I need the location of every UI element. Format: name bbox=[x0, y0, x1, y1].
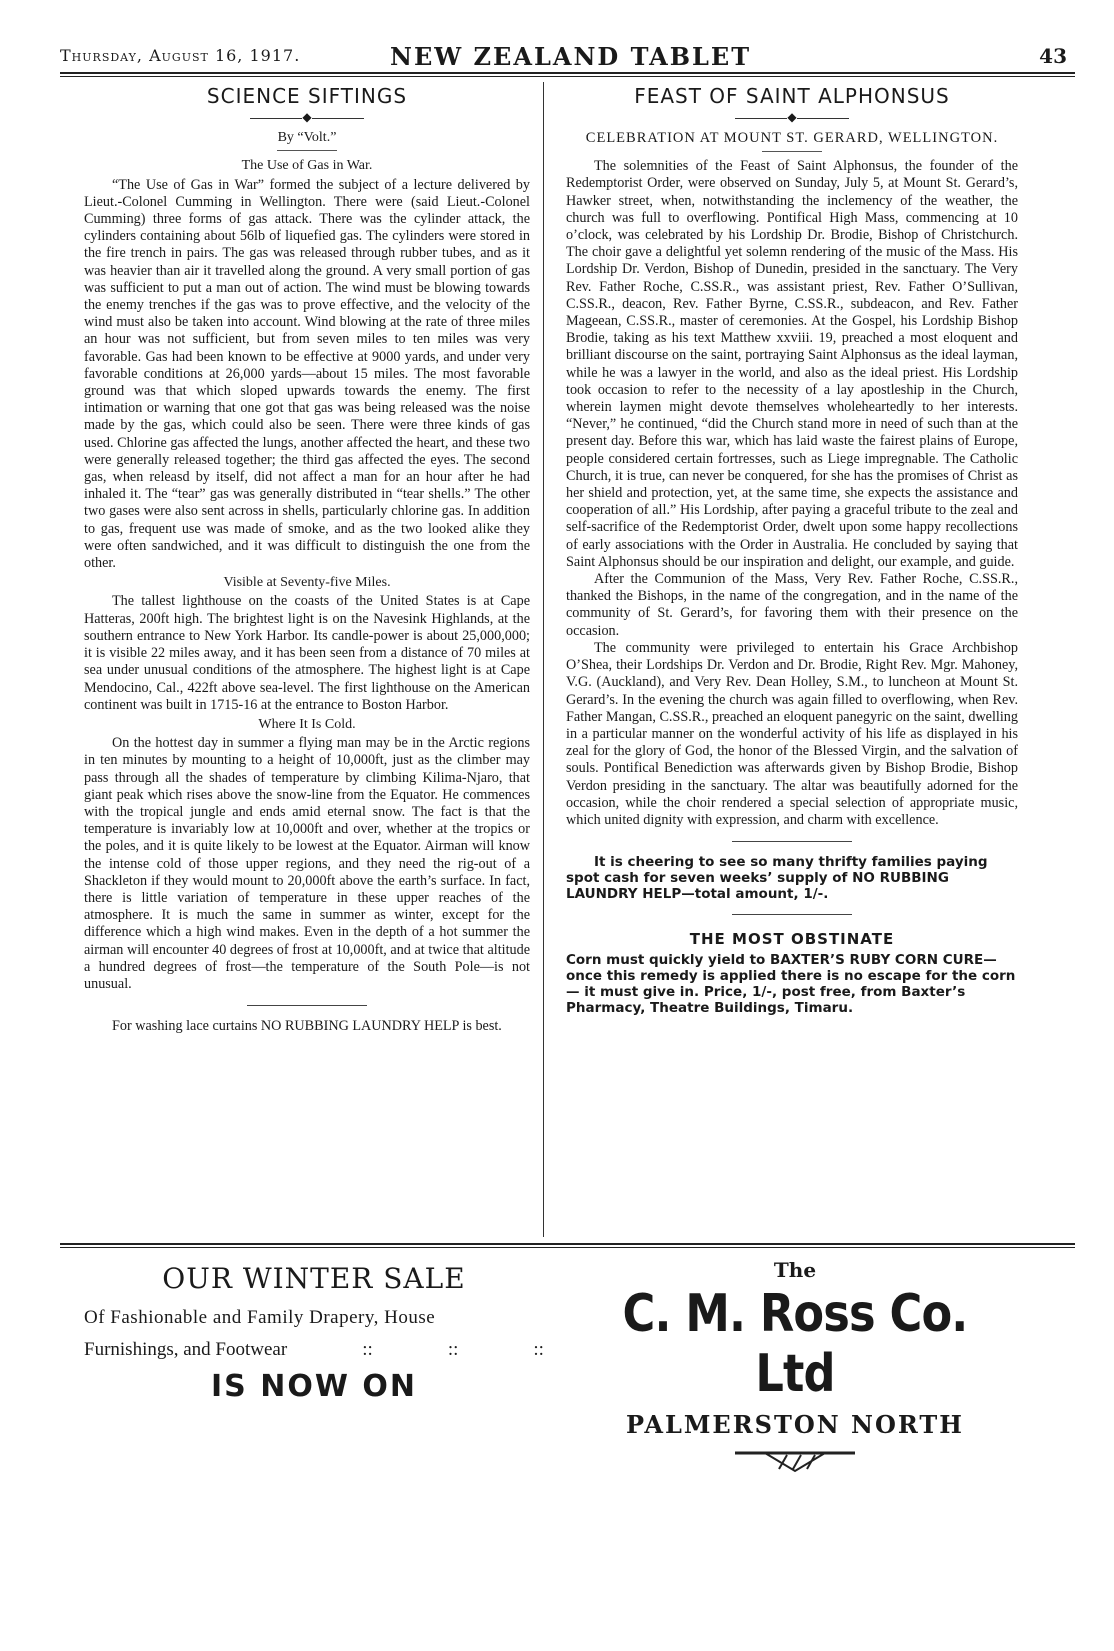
separator: :: bbox=[447, 1339, 459, 1360]
ross-town: PALMERSTON NORTH bbox=[626, 1410, 964, 1439]
paragraph-solemnities: The solemnities of the Feast of Saint Alphonsus, the founder of the Redemptorist Order, were observed on Sunday, July 5, at Mount St. Gerard’s, Hawker street, when, notwithstanding the inclemency of the weather, the church was full to overflowing. Pontifical High Mass, commencing at 10 o’clock, was celebrated by his Lordship Dr. Brodie, Bishop of Christchurch. The choir gave a delightful yet solemn rendering of the music of the Mass. His Lordship Dr. Verdon, Bishop of Dunedin, presided in the sanctuary. The Very Rev. Father Roche, C.SS.R., was assistant priest, Rev. Father O’Sullivan, C.SS.R., deacon, Rev. Father Byrne, C.SS.R., subdeacon, and Rev. Father Mageean, C.SS.R., master of ceremonies. At the Gospel, his Lordship Bishop Brodie, taking as his text Matthew xxviii. 19, preached a most eloquent and brilliant discourse on the saint, portraying Saint Alphonsus as the ideal layman, while he was a lawyer in the world, and also as the ideal priest. His Lordship took occasion to refer to the necessity of a lay apostleship in the Church, wherein laymen might devote themselves wholeheartedly to her interests. “Never,” he continued, “did the Church stand more in need of such than at the present day. Before this war, which has laid waste the fairest plains of Europe, people considered certain fortresses, such as Liege impregnable. The Catholic Church, it is true, can never be conquered, for she has the promises of Christ as her shield and protection, yet, at the same time, she expects the assistance and cooperation of all.” His Lordship, after paying a graceful tribute to the zeal and self-sacrifice of the Redemptorist Order, dwelt upon some happy recollections of early associations with the Order in Australia. He concluded by saying that Saint Alphonsus should be our inspiration and delight, our example, and guide. bbox=[566, 158, 1018, 570]
newspaper-title: NEW ZEALAND TABLET bbox=[390, 42, 752, 71]
paragraph-lighthouse: The tallest lighthouse on the coasts of the United States is at Cape Hatteras, 200ft high. The brightest light is on the Navesink Highlands, at the southern entrance to New York Harbor. Its candle-power is about 25,000,000; it is visible 22 miles away, and it has been seen from a distance of 70 miles at sea under unusual conditions of the atmosphere. The highest light is at Cape Mendocino, Cal., 422ft above sea-level. The first lighthouse on the American continent was built in 1715-16 at the entrance to Boston Harbor. bbox=[84, 593, 530, 713]
laundry-ad-left: For washing lace curtains NO RUBBING LAUNDRY HELP is best. bbox=[112, 1018, 502, 1035]
winter-sale-ad bbox=[84, 1258, 544, 1404]
bottom-rule bbox=[60, 1243, 1075, 1248]
corn-cure-ad: Corn must quickly yield to BAXTER’S RUBY CORN CURE—once this remedy is applied there is no escape for the corn— it must give in. Price, 1/-, post free, from Baxter’s Pharmacy, Theatre Buildings, Timaru. bbox=[566, 952, 1016, 1017]
corn-cure-headline: THE MOST OBSTINATE bbox=[689, 930, 895, 949]
winter-sale-line1: Of Fashionable and Family Drapery, House bbox=[84, 1307, 436, 1328]
left-column bbox=[84, 84, 530, 1035]
winter-sale-line2 bbox=[84, 1339, 544, 1361]
ornament-divider: ◆ bbox=[84, 111, 530, 123]
paragraph-communion: After the Communion of the Mass, Very Rev. Father Roche, C.SS.R., thanked the Bishops, in the name of the congregation, and in the name of the community of St. Gerard’s, for favoring them with their presence on the occasion. bbox=[566, 571, 1018, 639]
byline: By “Volt.” bbox=[277, 130, 337, 146]
paragraph-cold: On the hottest day in summer a flying man may be in the Arctic regions in ten minutes by mounting to a height of 10,000ft, just as the climber may pass through all the shades of temperature by climbing Kilima-Njaro, that giant peak which rises above the snow-line from the Equator. He commences with the tropical jungle and ends amid eternal snow. The fact is that the temperature is invariably low at 10,000ft and over, whether at the tropics or the poles, and it is quite likely to be lowest at the Equator. Airman will know the intense cold of those upper regions, and they need the rig-out of a Shackleton if they would mount to 20,000ft above the earth’s surface. In fact, there is little variation of temperature in these upper reaches of the atmosphere. It is much the same in summer as winter, except for the difference which a high wind makes. Even in the depth of a hot summer the airman will encounter 40 degrees of frost at 10,000ft, and at twice that altitude a hundred degrees of frost—the temperature of the South Pole—is not unusual. bbox=[84, 735, 530, 992]
ross-co-ad bbox=[560, 1258, 1030, 1480]
separator: :: bbox=[362, 1339, 373, 1360]
short-rule bbox=[762, 151, 822, 152]
celebration-subhead: CELEBRATION AT MOUNT ST. GERARD, WELLINGTON. bbox=[585, 130, 999, 147]
ross-company-name: C. M. Ross Co. Ltd bbox=[622, 1284, 968, 1404]
ornament-divider: ◆ bbox=[566, 111, 1018, 123]
paragraph-gas-in-war: “The Use of Gas in War” formed the subject of a lecture delivered by Lieut.-Colonel Cumming in Wellington. There were (said Lieut.-Colonel Cumming) three forms of gas attack. There was the cylinder attack, the cylinders containing about 56lb of liquefied gas. The cylinders were stored in the fire trench in pairs. The gas was released through rubber tubes, and as it was heavier than air it travelled along the ground. A very small portion of gas was sufficient to put a man out of action. The wind must be blowing towards the enemy trenches if the gas was to prove effective, and the velocity of the wind must also be taken into account. Wind blowing at the rate of three miles an hour was not sufficient, but from seven miles to ten miles was very favorable. Gas had been known to be effective at 9000 yards, and under very favorable conditions at 26,000 yards—about 15 miles. The most favorable ground was that which sloped upwards towards the enemy. The first intimation or warning that one got that gas was being released was the noise made by the gas, which could also be seen. There were three kinds of gas used. Chlorine gas affected the lungs, another affected the heart, and these two were generally released together; the third gas affected the eyes. The second gas, when releasd by itself, did not affect a man for an hour after he had inhaled it. The “tear” gas was generally distributed in “tear shells.” The other two gases were also sent across in shells, particularly chlorine gas. In addition to gas, frequent use was made of smoke, and as the two looked alike they were often sandwiched, and it was difficult to distinguish the one from the other. bbox=[84, 176, 530, 572]
masthead-rule bbox=[60, 72, 1075, 77]
is-now-on: IS NOW ON bbox=[211, 1369, 417, 1404]
page-number: 43 bbox=[1039, 44, 1067, 68]
winter-sale-line2-text: Furnishings, and Footwear bbox=[84, 1339, 288, 1360]
section-rule bbox=[732, 841, 852, 842]
laundry-ad-right: It is cheering to see so many thrifty families paying spot cash for seven weeks’ supply of NO RUBBING LAUNDRY HELP—total amount, 1/-. bbox=[566, 854, 988, 903]
right-column bbox=[566, 84, 1018, 1017]
science-siftings-headline: SCIENCE SIFTINGS bbox=[206, 84, 408, 108]
column-divider bbox=[543, 82, 544, 1237]
section-rule bbox=[247, 1005, 367, 1006]
issue-date: Thursday, August 16, 1917. bbox=[60, 46, 301, 65]
short-rule bbox=[277, 150, 337, 151]
ross-logo-icon bbox=[560, 1445, 1030, 1480]
subhead-where-it-is-cold: Where It Is Cold. bbox=[258, 716, 356, 732]
separator: :: bbox=[533, 1339, 544, 1360]
masthead bbox=[60, 42, 1075, 72]
subhead-seventy-five-miles: Visible at Seventy-five Miles. bbox=[223, 575, 391, 591]
section-rule bbox=[732, 914, 852, 915]
subhead-gas-in-war: The Use of Gas in War. bbox=[241, 158, 373, 174]
ross-the: The bbox=[773, 1258, 817, 1282]
feast-headline: FEAST OF SAINT ALPHONSUS bbox=[634, 84, 950, 108]
winter-sale-title: OUR WINTER SALE bbox=[162, 1262, 466, 1295]
paragraph-community: The community were privileged to entertain his Grace Archbishop O’Shea, their Lordships Dr. Verdon and Dr. Brodie, Right Rev. Mgr. Mahoney, V.G. (Auckland), and Very Rev. Dean Holley, S.M., to luncheon at Mount St. Gerard’s. In the evening the church was again filled to overflowing, when Rev. Father Mangan, C.SS.R., preached an eloquent panegyric on the saint, dwelling in a particular manner on the wonderful activity of his life as displayed in his zeal for the glory of God, the honor of the Blessed Virgin, and the salvation of souls. Pontifical Benediction was afterwards given by Bishop Brodie, Bishop Verdon presiding in the sanctuary. The altar was beautifully adorned for the occasion, while the choir rendered a special selection of appropriate music, which united dignity with expression, and charm with excellence. bbox=[566, 639, 1018, 828]
